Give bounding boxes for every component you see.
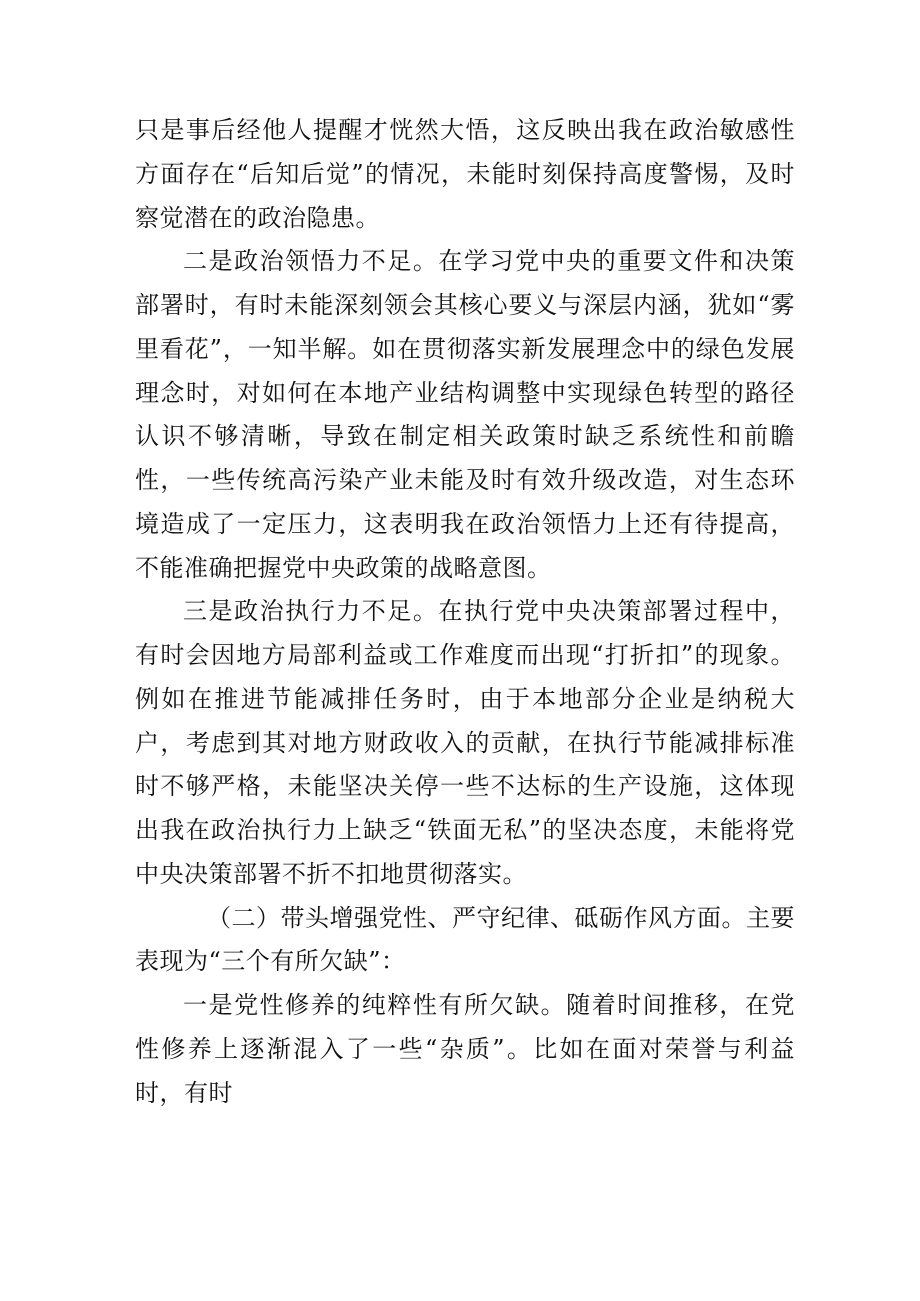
paragraph-political-execution: 三是政治执行力不足。在执行党中央决策部署过程中，有时会因地方局部利益或工作难度而出现“打折扣”的现象。例如在推进节能减排任务时，由于本地部分企业是纳税大户，考虑到其对地方财政收入的贡献，在执行节能减排标准时不够严格，未能坚决关停一些不达标的生产设施，这体现出我在政治执行力上缺乏“铁面无私”的坚决态度，未能将党中央决策部署不折不扣地贯彻落实。 [135,597,795,888]
section-heading-party-spirit: （二）带头增强党性、严守纪律、砥砺作风方面。主要表现为“三个有所欠缺”： [135,903,795,976]
document-body [135,109,795,1115]
paragraph-party-cultivation: 一是党性修养的纯粹性有所欠缺。随着时间推移，在党性修养上逐渐混入了一些“杂质”。比如在面对荣誉与利益时，有时 [135,991,795,1107]
paragraph-political-comprehension: 二是政治领悟力不足。在学习党中央的重要文件和决策部署时，有时未能深刻领会其核心要义与深层内涵，犹如“雾里看花”，一知半解。如在贯彻落实新发展理念中的绿色发展理念时，对如何在本地产业结构调整中实现绿色转型的路径认识不够清晰，导致在制定相关政策时缺乏系统性和前瞻性，一些传统高污染产业未能及时有效升级改造，对生态环境造成了一定压力，这表明我在政治领悟力上还有待提高，不能准确把握党中央政策的战略意图。 [135,247,795,582]
paragraph-continuation: 只是事后经他人提醒才恍然大悟，这反映出我在政治敏感性方面存在“后知后觉”的情况，未能时刻保持高度警惕，及时察觉潜在的政治隐患。 [135,116,795,232]
